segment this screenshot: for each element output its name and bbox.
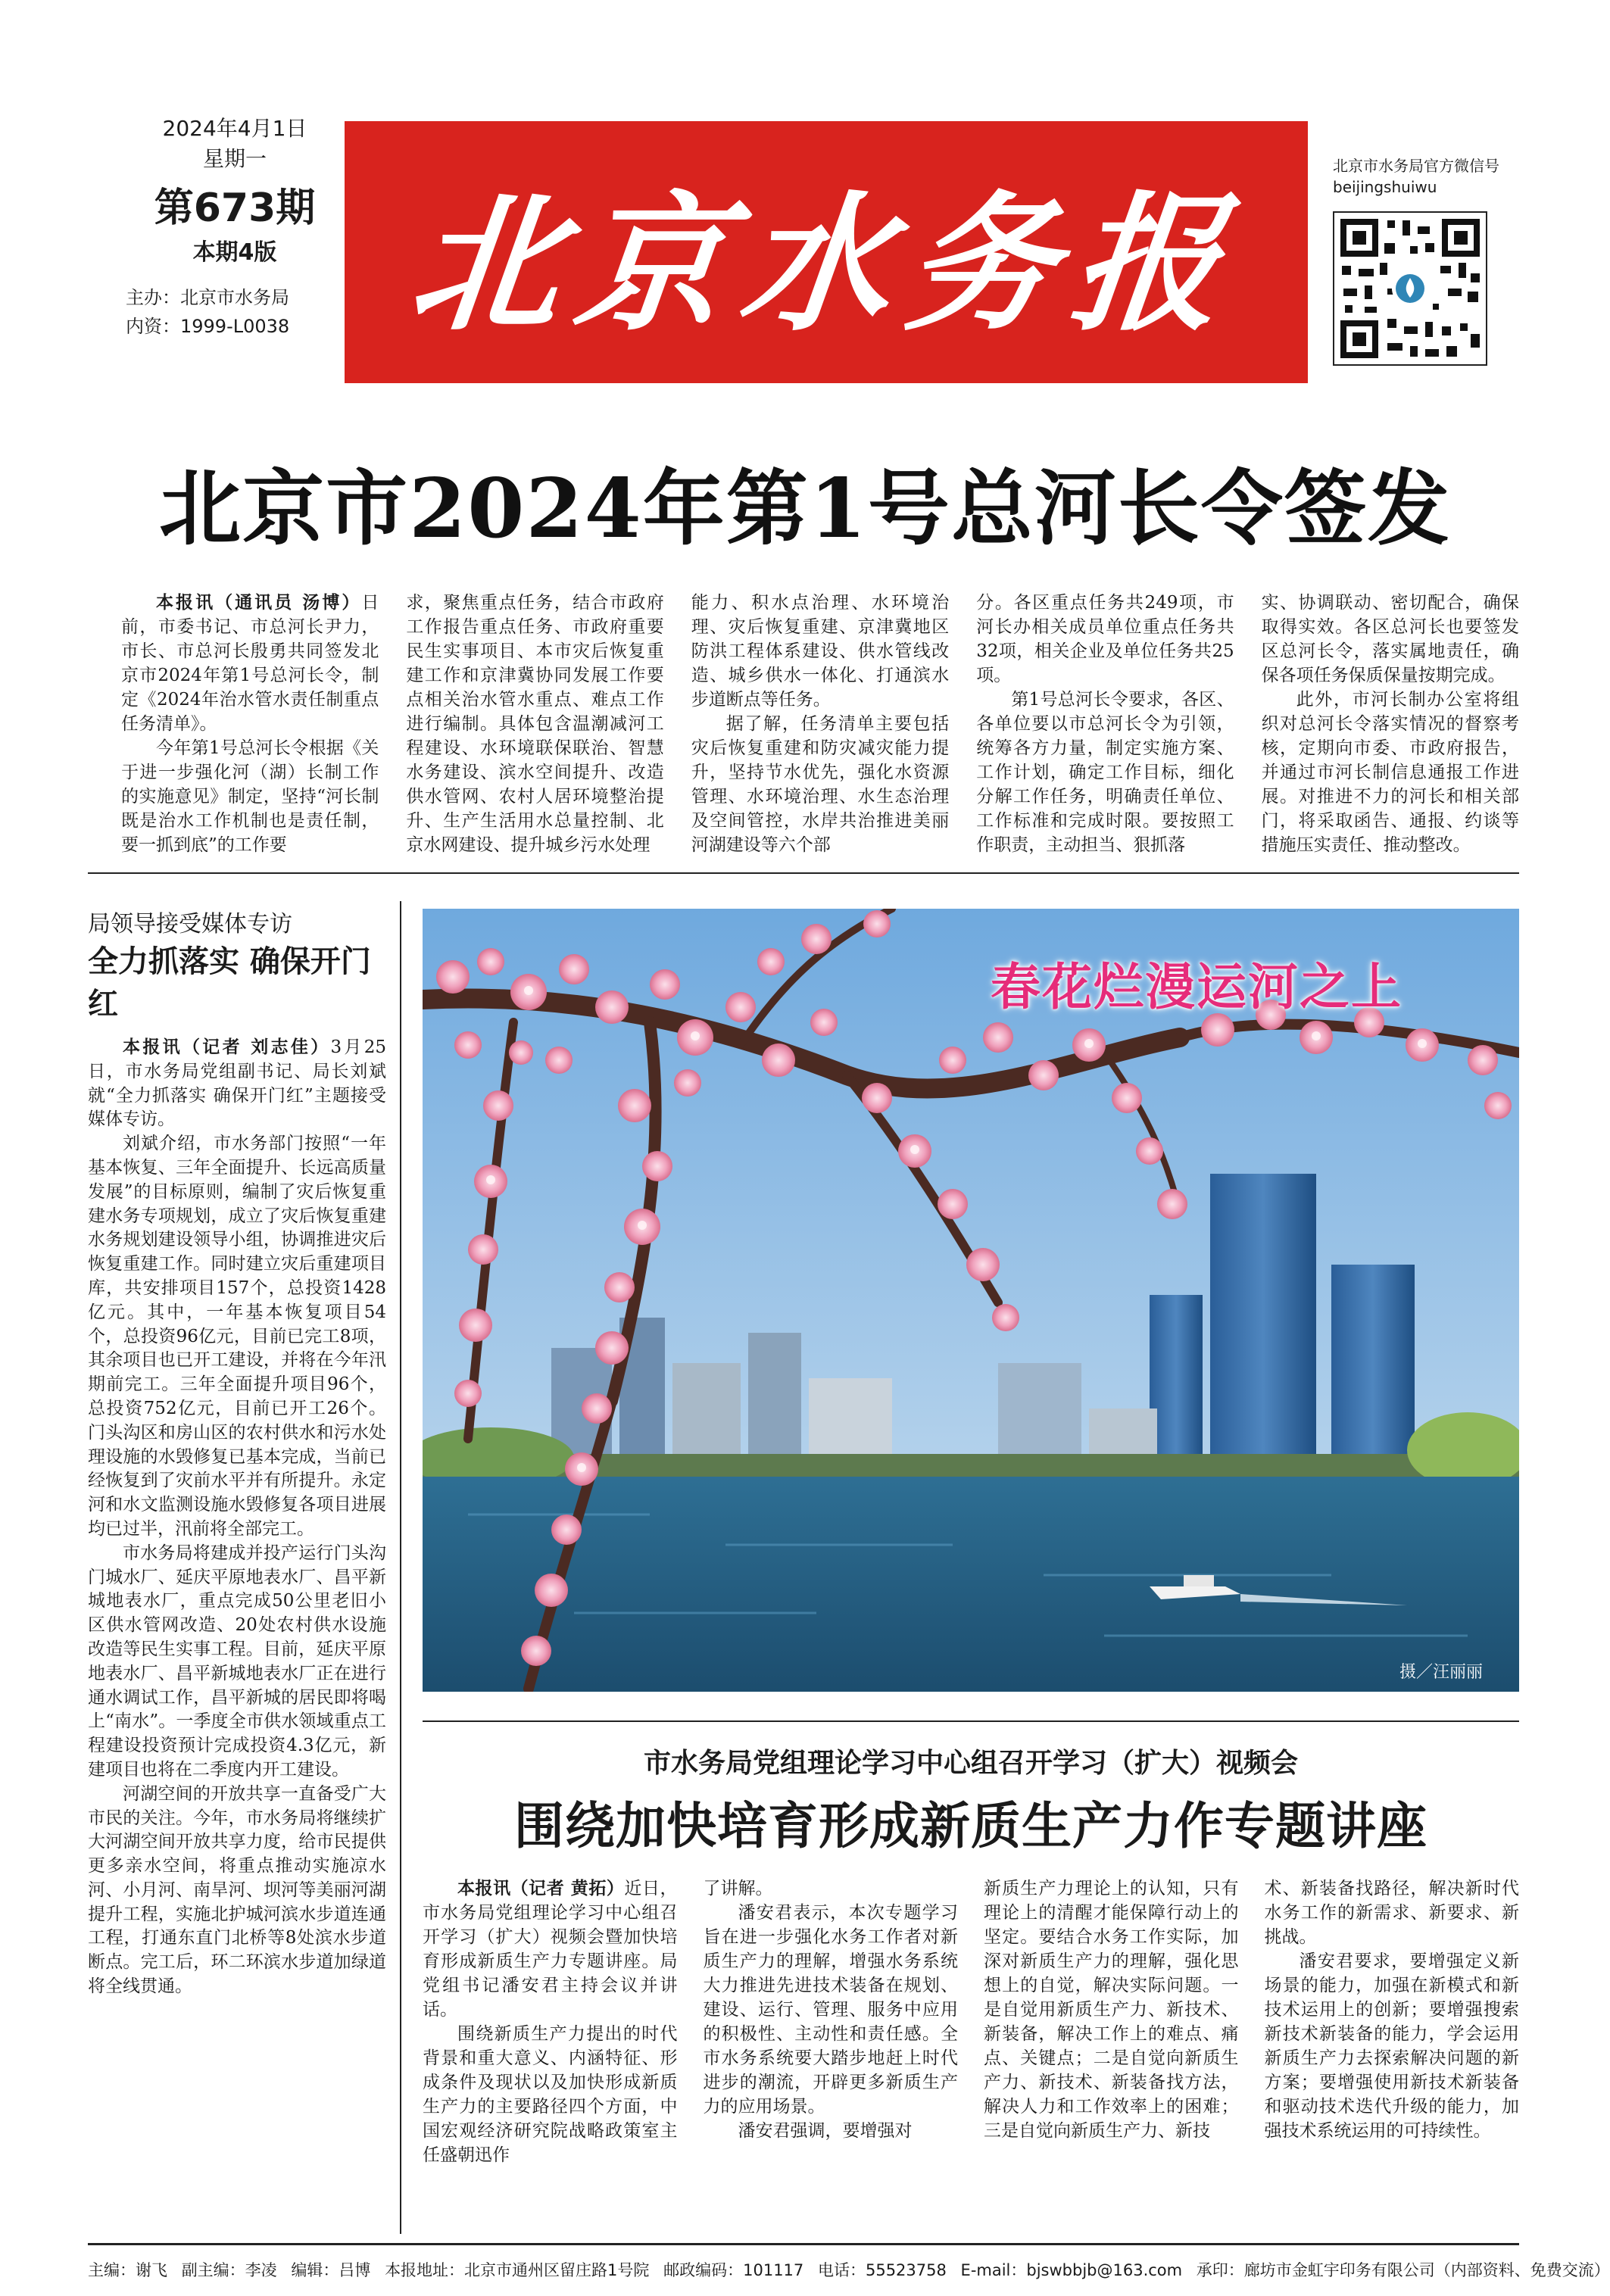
lead-paragraph — [121, 591, 379, 736]
paragraph-text: 近日，市水务局党组理论学习中心组召开学习（扩大）视频会暨加快培育形成新质生产力专题讲座。局党组书记潘安君主持会议并讲话。 — [423, 1879, 678, 2020]
lead-paragraph: 分。各区重点任务共249项，市河长办相关成员单位重点任务共32项，相关企业及单位任务共25项。 — [976, 593, 1234, 685]
qr-code-icon[interactable] — [1333, 211, 1487, 366]
lead-story — [121, 591, 1519, 855]
footer-email[interactable]: E-mail：bjswbbjb@163.com — [960, 2261, 1183, 2279]
main-headline: 北京市2024年第1号总河长令签发 — [159, 461, 1451, 557]
side-title: 全力抓落实 确保开门红 — [88, 944, 371, 1022]
lead-paragraph: 实、协调联动、密切配合，确保取得实效。各区总河长也要签发区总河长令，落实属地责任，确保各项任务保质保量按期完成。 — [1261, 593, 1519, 685]
sponsor-text: 主办：北京市水务局 — [126, 287, 289, 308]
footer-deputy-editor: 副主编：李凌 — [181, 2261, 277, 2279]
story2-paragraph — [423, 1876, 678, 2022]
lead-paragraph: 第1号总河长令要求，各区、各单位要以市总河长令为引领，统筹各方力量，制定实施方案、工作计划，确定工作目标，细化分解工作任务，明确责任单位、工作标准和完成时限。要按照工作职责，主动担当、狠抓落 — [976, 690, 1234, 855]
issue-date: 2024年4月1日 — [162, 116, 307, 141]
story2-paragraph: 围绕新质生产力提出的时代背景和重大意义、内涵特征、形成条件及现状以及加快形成新质生产力的主要路径四个方面，中国宏观经济研究院战略政策室主任盛朝迅作 — [423, 2024, 678, 2165]
footer-postcode: 邮政编码：101117 — [663, 2261, 804, 2279]
byline: 本报讯（记者 刘志佳） — [123, 1037, 331, 1057]
qr-caption: 北京市水务局官方微信号 — [1333, 157, 1499, 175]
masthead — [345, 121, 1308, 383]
byline: 本报讯（通讯员 汤博） — [156, 593, 362, 613]
lead-column-2 — [406, 591, 663, 857]
paragraph-text: 日前，市委书记、市总河长尹力，市长、市总河长殷勇共同签发北京市2024年第1号总河长令，制定《2024年治水管水责任制重点任务清单》。 — [121, 593, 379, 734]
story2-column-1 — [423, 1876, 678, 2225]
photo-illustration — [423, 909, 1519, 1692]
lead-column-1 — [121, 591, 379, 857]
feature-photo — [423, 909, 1519, 1692]
lead-paragraph: 能力、积水点治理、水环境治理、灾后恢复重建、京津冀地区防洪工程体系建设、供水管线改造、城乡供水一体化、打通滨水步道断点等任务。 — [691, 593, 950, 710]
story2-paragraph: 术、新装备找路径，解决新时代水务工作的新需求、新要求、新挑战。 — [1264, 1879, 1519, 1947]
side-story — [88, 909, 386, 1999]
section-divider — [88, 872, 1519, 874]
side-paragraph: 市水务局将建成并投产运行门头沟门城水厂、延庆平原地表水厂、昌平新城地表水厂，重点完成50公里老旧小区供水管网改造、20处农村供水设施改造等民生实事工程。目前，延庆平原地表水厂、昌平新城地表水厂正在进行通水调试工作，昌平新城的居民即将喝上“南水”。一季度全市供水领域重点工程建设投资预计完成投资4.3亿元，新建项目也将在二季度内开工建设。 — [88, 1543, 386, 1780]
lead-column-4 — [976, 591, 1234, 857]
footer-printer: 承印：廊坊市金虹宇印务有限公司（内部资料、免费交流） — [1196, 2261, 1610, 2279]
footer-divider — [88, 2243, 1519, 2245]
story2-paragraph: 潘安君要求，要增强定义新场景的能力，加强在新模式和新技术运用上的创新；要增强搜索新技术新装备的能力，学会运用新质生产力去探索解决问题的新方案；要增强使用新技术新装备和驱动技术迭代升级的能力，加强技术系统运用的可持续性。 — [1264, 1951, 1519, 2141]
footer-editor-in-chief: 主编：谢飞 — [88, 2261, 167, 2279]
issue-pages: 本期4版 — [192, 239, 277, 266]
wechat-qr-block — [1333, 155, 1530, 366]
story2-paragraph: 潘安君表示，本次专题学习旨在进一步强化水务工作者对新质生产力的理解，增强水务系统大力推进先进技术装备在规划、建设、运行、管理、服务中应用的积极性、主动性和责任感。全市水务系统要大踏步地赶上时代进步的潮流，开辟更多新质生产力的应用场景。 — [703, 1903, 958, 2117]
lead-column-3 — [691, 591, 949, 857]
story2-column-2 — [704, 1876, 959, 2225]
side-kicker: 局领导接受媒体专访 — [88, 911, 292, 937]
story2-paragraph: 潘安君强调，要增强对 — [738, 2121, 913, 2141]
story2-column-4 — [1265, 1876, 1520, 2225]
photo-divider — [423, 1720, 1519, 1722]
issue-meta — [121, 114, 348, 341]
story2-paragraph: 新质生产力理论上的认知，只有理论上的清醒才能保障行动上的坚定。要结合水务工作实际，加深对新质生产力的理解，强化思想上的自觉，解决实际问题。一是自觉用新质生产力、新技术、新装备，解决工作上的难点、痛点、关键点；二是自觉向新质生产力、新技术、新装备找方法，解决人力和工作效率上的困难；三是自觉向新质生产力、新技 — [984, 1879, 1239, 2141]
license-text: 内资：1999-L0038 — [126, 316, 290, 337]
photo-credit: 摄／汪丽丽 — [1399, 1663, 1483, 1682]
column-divider — [400, 901, 401, 2234]
lead-paragraph: 今年第1号总河长令根据《关于进一步强化河（湖）长制工作的实施意见》制定，坚持“河长制既是治水工作机制也是责任制，要一抓到底”的工作要 — [121, 738, 379, 855]
side-paragraph: 河湖空间的开放共享一直备受广大市民的关注。今年，市水务局将继续扩大河湖空间开放共享力度，给市民提供更多亲水空间，将重点推动实施凉水河、小月河、南旱河、坝河等美丽河湖提升工程，实施北护城河滨水步道连通工程，打通东直门北桥等8处滨水步道断点。完工后，环二环滨水步道加绿道将全线贯通。 — [88, 1783, 386, 1997]
footer-address: 本报地址：北京市通州区留庄路1号院 — [385, 2261, 650, 2279]
paragraph-text: 3月25日，市水务局党组副书记、局长刘斌就“全力抓落实 确保开门红”主题接受媒体专访。 — [88, 1037, 386, 1130]
lead-paragraph: 求，聚焦重点任务，结合市政府工作报告重点任务、市政府重要民生实事项目、本市灾后恢复重建工作和京津冀协同发展工作要点相关治水管水重点、难点工作进行编制。具体包含温潮减河工程建设、水环境联保联治、智慧水务建设、滨水空间提升、改造供水管网、农村人居环境整治提升、生产生活用水总量控制、北京水网建设、提升城乡污水处理 — [406, 593, 664, 855]
photo-caption: 春花烂漫运河之上 — [991, 958, 1403, 1016]
lead-column-5 — [1262, 591, 1519, 857]
qr-handle: beijingshuiwu — [1333, 178, 1437, 196]
story2-column-3 — [984, 1876, 1239, 2225]
story2-kicker: 市水务局党组理论学习中心组召开学习（扩大）视频会 — [643, 1747, 1298, 1779]
issue-sponsor — [121, 283, 348, 341]
footer-phone: 电话：55523758 — [817, 2261, 947, 2279]
side-paragraph: 刘斌介绍，市水务部门按照“一年基本恢复、三年全面提升、长远高质量发展”的目标原则，编制了灾后恢复重建水务专项规划，成立了灾后恢复重建水务规划建设领导小组，协调推进灾后恢复重建工作。同时建立灾后重建项目库，共安排项目157个，总投资1428亿元。其中，一年基本恢复项目54个，总投资96亿元，目前已完工8项，其余项目也已开工建设，并将在今年汛期前完工。三年全面提升项目96个，总投资752亿元，目前已开工26个。门头沟区和房山区的农村供水和污水处理设施的水毁修复已基本完成，当前已经恢复到了灾前水平并有所提升。永定河和水文监测设施水毁修复各项目进展均已过半，汛前将全部完工。 — [88, 1134, 386, 1539]
story2-body — [423, 1876, 1519, 2225]
story2-title: 围绕加快培育形成新质生产力作专题讲座 — [514, 1796, 1427, 1855]
footer-editor: 编辑：吕博 — [291, 2261, 371, 2279]
lead-paragraph: 此外，市河长制办公室将组织对总河长令落实情况的督察考核，定期向市委、市政府报告，并通过市河长制信息通报工作进展。对推进不力的河长和相关部门，将采取函告、通报、约谈等措施压实责任、推动整改。 — [1261, 690, 1519, 855]
issue-number: 第673期 — [154, 186, 316, 231]
masthead-title: 北京水务报 — [403, 177, 1247, 351]
side-paragraph — [88, 1036, 386, 1132]
footer — [88, 2258, 1610, 2281]
issue-weekday: 星期一 — [202, 146, 267, 171]
byline: 本报讯（记者 黄拓） — [457, 1879, 625, 1898]
story2-paragraph: 了讲解。 — [703, 1879, 773, 1898]
lead-paragraph: 据了解，任务清单主要包括灾后恢复重建和防灾减灾能力提升，坚持节水优先，强化水资源管理、水环境治理、水生态治理及空间管控，水岸共治推进美丽河湖建设等六个部 — [691, 714, 950, 855]
